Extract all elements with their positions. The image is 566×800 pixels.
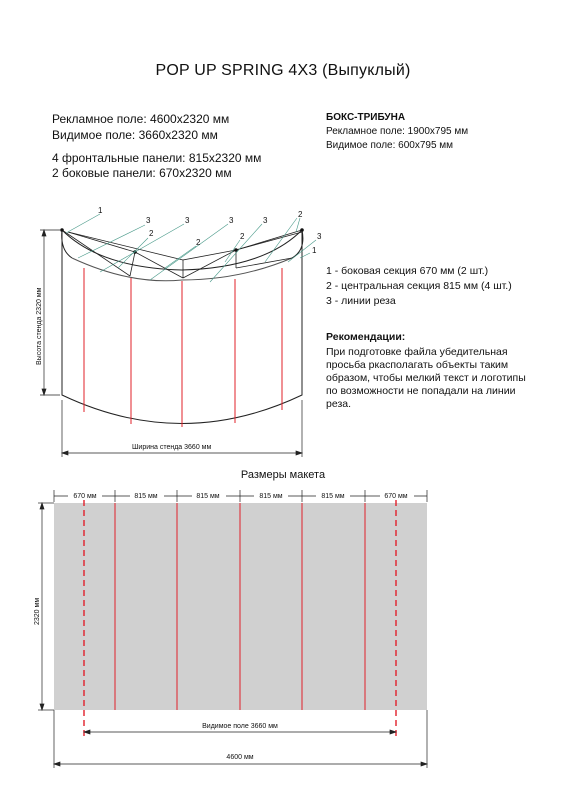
legend-item-2: 2 - центральная секция 815 мм (4 шт.) — [326, 280, 512, 292]
recommendations-text: При подготовке файла убедительная просьба ркасполагать объекты таким образом, чтобы мелкий текст и логотипы по возможности не попадали на линии реза. — [326, 346, 526, 410]
segment-label-3: 815 мм — [196, 493, 220, 500]
box-visible-field: Видимое поле: 600х795 мм — [326, 140, 454, 151]
callout-2-b: 2 — [196, 238, 201, 247]
layout-title: Размеры макета — [240, 469, 326, 481]
box-ad-field: Рекламное поле: 1900х795 мм — [326, 126, 469, 137]
callout-2-a: 2 — [149, 229, 154, 238]
visible-field-spec: Видимое поле: 3660х2320 мм — [52, 128, 218, 142]
callout-3-b: 3 — [185, 216, 190, 225]
visible-field-dimension: Видимое поле 3660 мм — [202, 723, 278, 730]
segment-label-2: 815 мм — [134, 493, 158, 500]
recommendations-title: Рекомендации: — [326, 331, 406, 343]
stand-height-label: Высота стенда 2320 мм — [36, 287, 43, 365]
box-title: БОКС-ТРИБУНА — [326, 112, 406, 123]
segment-label-1: 670 мм — [73, 493, 97, 500]
stand-width-label: Ширина стенда 3660 мм — [132, 444, 212, 451]
callout-3-e: 3 — [317, 232, 322, 241]
callout-2-c: 2 — [240, 232, 245, 241]
legend-item-3: 3 - линии реза — [326, 295, 396, 307]
segment-label-4: 815 мм — [259, 493, 283, 500]
layout-height-label: 2320 мм — [34, 597, 41, 625]
total-width-dimension: 4600 мм — [226, 754, 254, 761]
callout-1-right: 1 — [312, 246, 317, 255]
callout-1-left: 1 — [98, 206, 103, 215]
side-panels-spec: 2 боковые панели: 670х2320 мм — [52, 166, 232, 180]
callout-3-c: 3 — [229, 216, 234, 225]
callout-3-a: 3 — [146, 216, 151, 225]
callout-2-d: 2 — [298, 210, 303, 219]
callout-3-d: 3 — [263, 216, 268, 225]
ad-field-spec: Рекламное поле: 4600х2320 мм — [52, 112, 230, 126]
front-panels-spec: 4 фронтальные панели: 815х2320 мм — [52, 151, 262, 165]
legend-item-1: 1 - боковая секция 670 мм (2 шт.) — [326, 265, 489, 277]
segment-label-6: 670 мм — [384, 493, 408, 500]
page-title: POP UP SPRING 4X3 (Выпуклый) — [155, 62, 411, 79]
segment-label-5: 815 мм — [321, 493, 345, 500]
